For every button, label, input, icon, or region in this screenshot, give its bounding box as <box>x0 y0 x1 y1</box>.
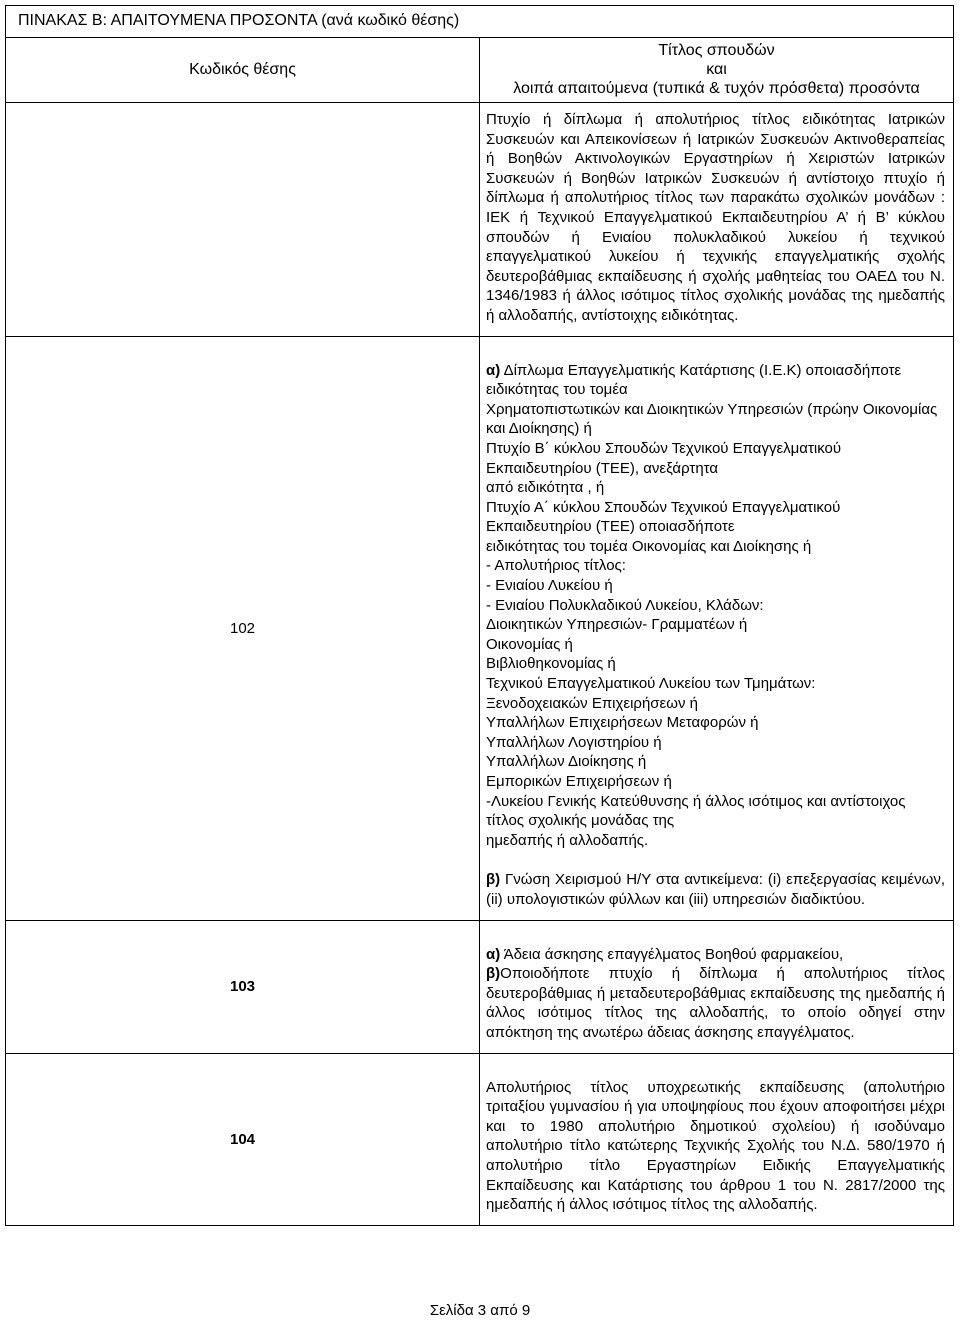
row-code <box>6 103 480 337</box>
requirement-a-line: Πτυχίο Β΄ κύκλου Σπουδών Τεχνικού Επαγγελματικού Εκπαιδευτηρίου (ΤΕΕ), ανεξάρτητα <box>486 439 842 477</box>
requirement-b-label: β) <box>486 965 501 983</box>
table-row <box>6 1053 954 1225</box>
requirement-a <box>486 945 945 965</box>
row-code <box>6 920 480 1053</box>
table-header-row <box>6 38 954 103</box>
requirement-a-line: από ειδικότητα , ή <box>486 479 605 497</box>
requirements-table <box>5 5 954 1226</box>
requirement-a <box>486 361 945 851</box>
page-footer: Σελίδα 3 από 9 <box>429 1302 531 1319</box>
requirement-a-line: - Απολυτήριος τίτλος: <box>486 557 626 575</box>
table-title: ΠΙΝΑΚΑΣ Β: ΑΠΑΙΤΟΥΜΕΝΑ ΠΡΟΣΟΝΤΑ (ανά κωδικό θέσης) <box>6 6 954 38</box>
requirement-a-text: Άδεια άσκησης επαγγέλματος Βοηθού φαρμακείου, <box>503 945 844 963</box>
requirement-b-text: Γνώση Χειρισμού Η/Υ στα αντικείμενα: (i) επεξεργασίας κειμένων, (ii) υπολογιστικών φύλλων και (iii) υπηρεσιών διαδικτύου. <box>486 871 945 908</box>
requirement-a-line: Διοικητικών Υπηρεσιών- Γραμματέων ή <box>486 616 748 634</box>
requirement-a-line: Υπαλλήλων Επιχειρήσεων Μεταφορών ή <box>486 714 759 732</box>
table-row <box>6 336 954 920</box>
requirement-b <box>486 964 945 1042</box>
row-text: Πτυχίο ή δίπλωμα ή απολυτήριος τίτλος ειδικότητας Ιατρικών Συσκευών και Απεικονίσεων ή Ιατρικών Συσκευών Ακτινοθεραπείας ή Βοηθών Ακτινολογικών Εργαστηρίων ή Χειριστών Ιατρικών Συσκευών ή Βοηθών Ιατρικών Συσκευών ή αντίστοιχο πτυχίο ή δίπλωμα ή απολυτήριος τίτλος των παρακάτω σχολικών μονάδων : ΙΕΚ ή Τεχνικού Επαγγελματικού Εκπαιδευτηρίου Α’ ή Β’ κύκλου σπουδών ή Ενιαίου πολυκλαδικού λυκείου ή τεχνικού επαγγελματικού λυκείου ή τεχνικής επαγγελματικής σχολής δευτεροβάθμιας εκπαίδευσης ή σχολής μαθητείας του ΟΑΕΔ του Ν. 1346/1983 ή άλλος ισότιμος τίτλος σχολικής μονάδας της ημεδαπής ή αλλοδαπής, αντίστοιχης ειδικότητας. <box>486 111 945 324</box>
row-code <box>6 1053 480 1225</box>
row-code-value: 104 <box>229 1130 256 1148</box>
requirement-a-line: - Ενιαίου Λυκείου ή <box>486 577 613 595</box>
row-description <box>480 920 954 1053</box>
requirement-a-line: Οικονομίας ή <box>486 635 573 653</box>
requirement-a-line: Υπαλλήλων Διοίκησης ή <box>486 753 647 771</box>
header-desc-line-3: λοιπά απαιτούμενα (τυπικά & τυχόν πρόσθετα) προσόντα <box>513 80 920 97</box>
header-code: Κωδικός θέσης <box>6 38 480 103</box>
row-description <box>480 103 954 337</box>
requirement-a-line: Ξενοδοχειακών Επιχειρήσεων ή <box>486 694 698 712</box>
requirement-a-label: α) <box>486 361 501 379</box>
requirement-a-line: Εμπορικών Επιχειρήσεων ή <box>486 773 672 790</box>
header-desc-line-2: και <box>706 61 727 78</box>
requirement-a-line: Υπαλλήλων Λογιστηρίου ή <box>486 733 662 751</box>
row-text: Απολυτήριος τίτλος υποχρεωτικής εκπαίδευσης (απολυτήριο τριταξίου γυμνασίου ή για υποψηφίους που έχουν αποφοιτήσει μέχρι και το 1980 απολυτήριο δημοτικού σχολείου) ή ισοδύναμο απολυτήριο τίτλο κατώτερης Τεχνικής Σχολής του Ν.Δ. 580/1970 ή απολυτήριο τίτλο Εργαστηρίων Ειδικής Επαγγελματικής Εκπαίδευσης και Κατάρτισης του άρθρου 1 του Ν. 2817/2000 της ημεδαπής ή άλλος ισότιμος τίτλος της αλλοδαπής. <box>486 1078 945 1214</box>
row-code-value: 102 <box>229 619 256 637</box>
requirement-a-line: -Λυκείου Γενικής Κατεύθυνσης ή άλλος ισότιμος και αντίστοιχος τίτλος σχολικής μονάδας της <box>486 792 906 830</box>
requirement-a-line: Χρηματοπιστωτικών και Διοικητικών Υπηρεσιών (πρώην Οικονομίας και Διοίκησης) ή <box>486 400 938 438</box>
requirement-a-line: ημεδαπής ή αλλοδαπής. <box>486 831 649 849</box>
row-code-value: 103 <box>229 978 256 996</box>
requirement-a-line: ειδικότητας του τομέα Οικονομίας και Διοίκησης ή <box>486 537 812 555</box>
requirement-b-label: β) <box>486 871 501 889</box>
table-row <box>6 920 954 1053</box>
requirement-b <box>486 870 945 909</box>
table-title-row <box>6 6 954 38</box>
row-description <box>480 1053 954 1225</box>
header-description <box>480 38 954 103</box>
row-description <box>480 336 954 920</box>
requirement-b-text: Οποιοδήποτε πτυχίο ή δίπλωμα ή απολυτήριος τίτλος δευτεροβάθμιας ή μεταδευτεροβάθμιας εκπαίδευσης της ημεδαπής ή άλλος ισότιμος τίτλος της αλλοδαπής, το οποίο οδηγεί στην απόκτηση της ανωτέρω άδειας άσκησης επαγγέλματος. <box>486 965 945 1041</box>
requirement-a-line: Τεχνικού Επαγγελματικού Λυκείου των Τμημάτων: <box>486 675 816 693</box>
requirement-a-label: α) <box>486 945 501 963</box>
requirement-a-line: - Ενιαίου Πολυκλαδικού Λυκείου, Κλάδων: <box>486 596 764 614</box>
requirement-a-line: Πτυχίο Α΄ κύκλου Σπουδών Τεχνικού Επαγγελματικού Εκπαιδευτηρίου (ΤΕΕ) οποιασδήποτε <box>486 498 841 536</box>
requirement-a-line: Βιβλιοθηκονομίας ή <box>486 655 616 673</box>
table-row <box>6 103 954 337</box>
requirement-a-line: Δίπλωμα Επαγγελματικής Κατάρτισης (Ι.Ε.Κ) οποιασδήποτε ειδικότητας του τομέα <box>486 361 902 399</box>
header-desc-line-1: Τίτλος σπουδών <box>658 42 775 59</box>
row-code <box>6 336 480 920</box>
